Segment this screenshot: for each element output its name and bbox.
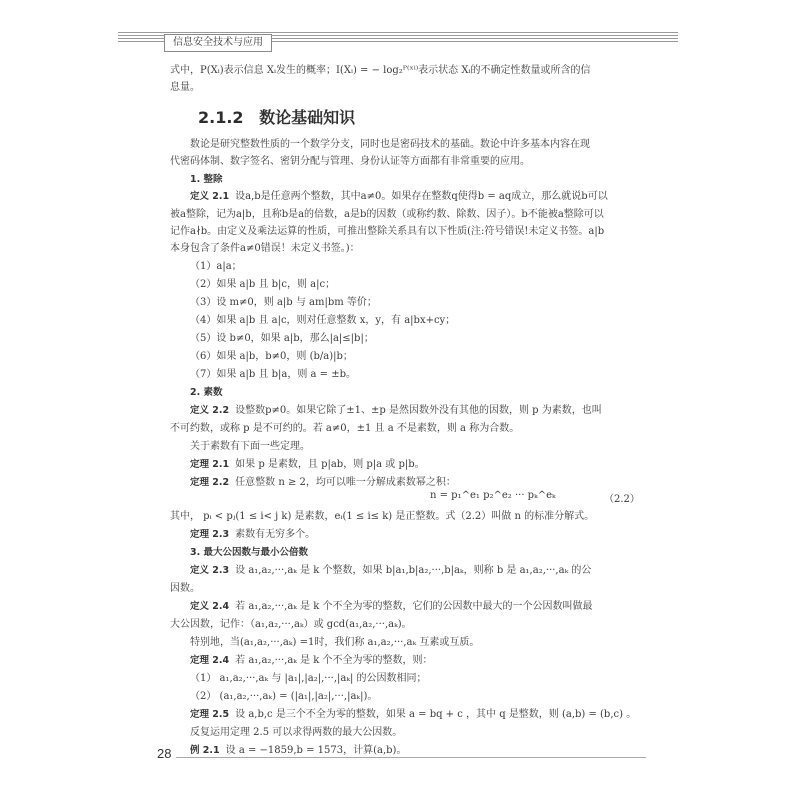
definition-2-1 (170, 188, 660, 206)
property-7: （7）如果 a|b 且 b|a，则 a = ±b。 (190, 369, 357, 380)
coprime-note: 特别地，当(a₁,a₂,···,aₖ) =1时，我们称 a₁,a₂,···,aₖ 互素或互质。 (190, 637, 480, 648)
theorem-2-4 (170, 652, 660, 670)
definition-text: 设a,b是任意两个整数，其中a≠0。如果存在整数q使得b = aq成立，那么就说b可以 (235, 191, 608, 202)
example-label: 例 2.1 (190, 745, 220, 756)
running-header: 信息安全技术与应用 (164, 34, 272, 52)
definition-2-3 (170, 562, 660, 580)
subheading-divisibility: 1. 整除 (190, 174, 223, 185)
theorem-2-1 (170, 456, 660, 474)
para1-line-1: 数论是研究整数性质的一个数学分支，同时也是密码技术的基础。数论中许多基本内容在现 (190, 139, 590, 150)
theorem-2-4-item-1: （1） a₁,a₂,···,aₖ 与 |a₁|,|a₂|,···,|aₖ| 的公因数相同； (190, 673, 427, 684)
theorem-2-3 (170, 526, 660, 544)
theorem-label: 定理 2.5 (190, 709, 230, 720)
definition-label: 定义 2.4 (190, 601, 230, 612)
def23-line-2: 因数。 (170, 583, 200, 594)
para1-line-2: 代密码体制、数字签名、密钥分配与管理、身份认证等方面都有非常重要的应用。 (170, 156, 530, 167)
theorem-text: 若 a₁,a₂,···,aₖ 是 k 个不全为零的整数，则： (235, 655, 433, 666)
theorem-2-4-item-2: （2） (a₁,a₂,···,aₖ) = (|a₁|,|a₂|,···,|aₖ|)。 (190, 691, 378, 702)
theorem-text: 任意整数 n ≥ 2，均可以唯一分解成素数幂之积： (235, 477, 456, 488)
theorem-text: 设 a,b,c 是三个不全为零的整数，如果 a = bq + c ，其中 q 是整数，则 (a,b) = (b,c) 。 (235, 709, 637, 720)
property-3: （3）设 m≠0，则 a|b 与 am|bm 等价； (190, 297, 377, 308)
def22-line-2: 不可约数，或称 p 是不可约的。若 a≠0，±1 且 a 不是素数，则 a 称为合数。 (170, 423, 520, 434)
property-1: （1）a|a； (190, 261, 242, 272)
theorem-label: 定理 2.3 (190, 529, 230, 540)
theorem-2-5 (170, 706, 660, 724)
theorem-label: 定理 2.4 (190, 655, 230, 666)
definition-2-4 (170, 598, 660, 616)
theorem-2-5-note: 反复运用定理 2.5 可以求得两数的最大公因数。 (190, 727, 403, 738)
def21-line-3: 记作a∤b。由定义及乘法运算的性质，可推出整除关系具有以下性质(注:符号错误!未定义书签。a|b (170, 226, 605, 237)
section-number: 2.1.2 (198, 108, 244, 127)
primes-intro: 关于素数有下面一些定理。 (190, 441, 310, 452)
intro-line-2: 息量。 (170, 82, 200, 93)
example-text: 设 a = −1859,b = 1573，计算(a,b)。 (225, 745, 407, 756)
equation-2-2: n = p₁^e₁ p₂^e₂ ··· pₖ^eₖ (430, 490, 556, 501)
definition-2-2 (170, 402, 660, 420)
section-title: 数论基础知识 (259, 108, 356, 127)
definition-text: 设整数p≠0。如果它除了±1、±p 是然因数外没有其他的因数，则 p 为素数，也叫 (235, 405, 602, 416)
footer-rule (176, 757, 646, 758)
theorem-text: 如果 p 是素数，且 p|ab，则 p|a 或 p|b。 (235, 459, 425, 470)
definition-label: 定义 2.2 (190, 405, 230, 416)
definition-label: 定义 2.1 (190, 191, 230, 202)
subheading-primes: 2. 素数 (190, 387, 223, 398)
section-heading (198, 105, 355, 128)
definition-text: 若 a₁,a₂,···,aₖ 是 k 个不全为零的整数，它们的公因数中最大的一个公因数叫做最 (235, 601, 593, 612)
equation-number: （2.2） (604, 494, 640, 505)
definition-label: 定义 2.3 (190, 565, 230, 576)
page-number: 28 (157, 746, 172, 761)
def21-line-2: 被a整除，记为a|b，且称b是a的倍数，a是b的因数（或称约数、除数、因子）。b不能被a整除可以 (170, 209, 604, 220)
definition-text: 设 a₁,a₂,···,aₖ 是 k 个整数，如果 b|a₁,b|a₂,···,b|aₖ，则称 b 是 a₁,a₂,···,aₖ 的公 (235, 565, 592, 576)
intro-line-1: 式中，P(Xᵢ)表示信息 Xᵢ发生的概率；I(Xᵢ) = − log₂ᴾ⁽ˣⁱ⁾表示状态 Xᵢ的不确定性数量或所含的信 (170, 65, 591, 76)
def21-line-4: 本身包含了条件a≠0错误！未定义书签。)： (170, 243, 360, 254)
eq22-note: 其中， pᵢ < pⱼ(1 ≤ i< j k) 是素数，eᵢ(1 ≤ i≤ k) 是正整数。式（2.2）叫做 n 的标准分解式。 (170, 511, 595, 522)
subheading-gcd: 3. 最大公因数与最小公倍数 (190, 547, 309, 558)
property-2: （2）如果 a|b 且 b|c，则 a|c； (190, 279, 336, 290)
property-5: （5）设 b≠0，如果 a|b，那么|a|≤|b|； (190, 333, 374, 344)
theorem-2-2 (170, 474, 660, 492)
theorem-text: 素数有无穷多个。 (235, 529, 316, 540)
def24-line-2: 大公因数，记作：（a₁,a₂,···,aₖ）或 gcd(a₁,a₂,···,aₖ)。 (170, 619, 412, 630)
theorem-label: 定理 2.2 (190, 477, 230, 488)
property-6: （6）如果 a|b，b≠0，则 (b/a)|b； (190, 351, 353, 362)
theorem-label: 定理 2.1 (190, 459, 230, 470)
property-4: （4）如果 a|b 且 a|c，则对任意整数 x，y，有 a|bx+cy； (190, 315, 456, 326)
